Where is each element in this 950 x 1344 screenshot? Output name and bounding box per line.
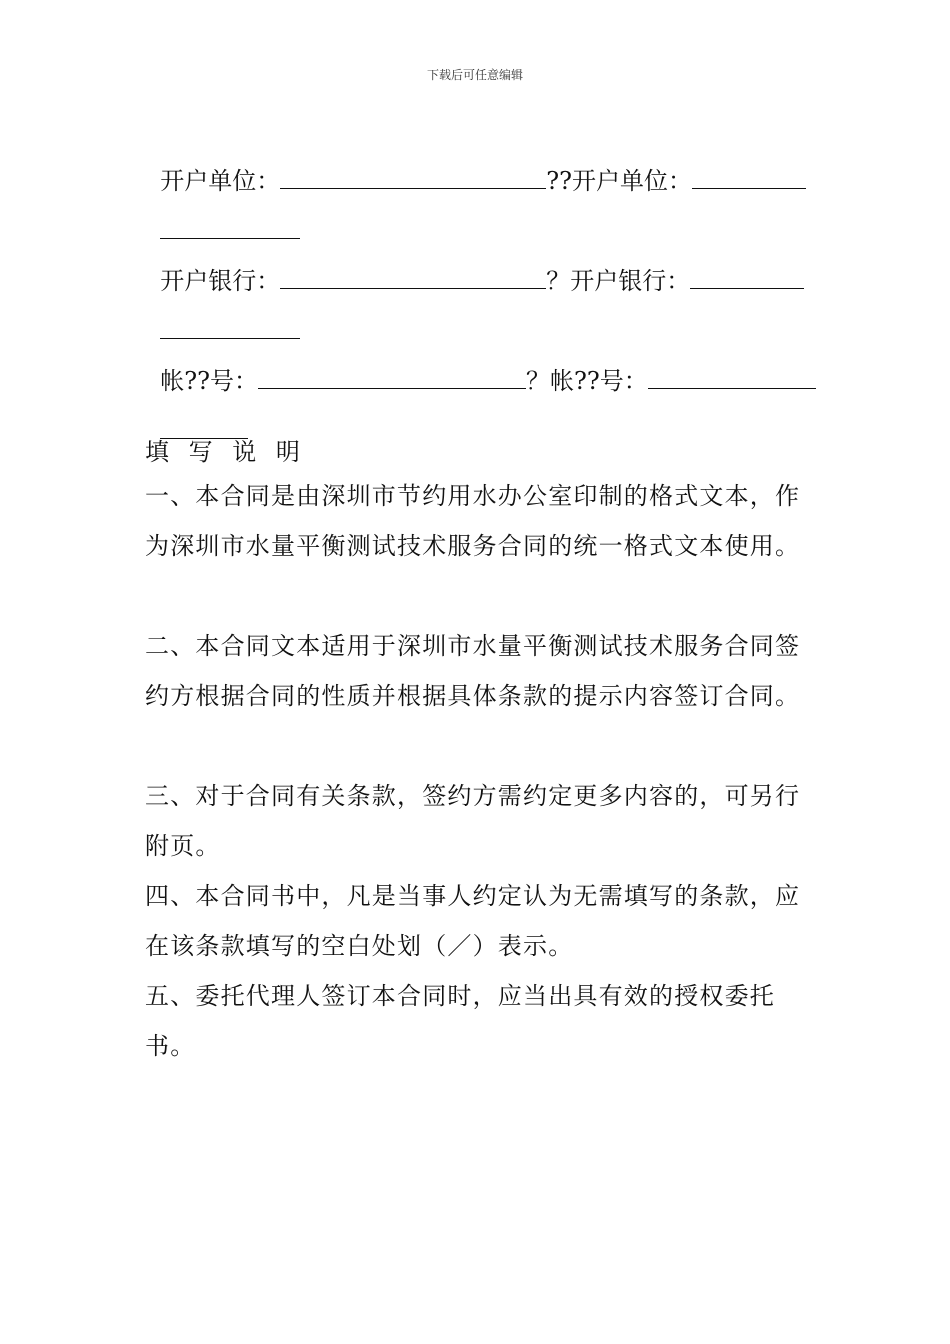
instruction-item-1: 一、本合同是由深圳市节约用水办公室印制的格式文本，作为深圳市水量平衡测试技术服务合同的统一格式文本使用。: [145, 482, 801, 560]
right-bank-field[interactable]: [690, 264, 804, 289]
instructions-title: 填 写 说 明: [145, 438, 306, 466]
left-bank-label: 开户银行：: [160, 267, 281, 295]
left-account-number-field[interactable]: [258, 364, 526, 389]
separator-mark: ??: [546, 167, 572, 195]
right-account-number-field[interactable]: [648, 364, 816, 389]
left-account-unit-field[interactable]: [280, 164, 546, 189]
left-account-unit-label: 开户单位：: [160, 167, 281, 195]
separator-mark: ？: [546, 267, 571, 295]
left-bank-field[interactable]: [280, 264, 546, 289]
left-account-number-label: 帐??号：: [160, 367, 258, 395]
right-account-number-label: 帐??号：: [550, 367, 648, 395]
instruction-item-5: 五、委托代理人签订本合同时，应当出具有效的授权委托书。: [145, 982, 775, 1060]
right-bank-label: 开户银行：: [570, 267, 691, 295]
instruction-item-3: 三、对于合同有关条款，签约方需约定更多内容的，可另行附页。: [145, 782, 801, 860]
right-account-unit-field[interactable]: [692, 164, 806, 189]
instruction-item-2: 二、本合同文本适用于深圳市水量平衡测试技术服务合同签约方根据合同的性质并根据具体条款的提示内容签订合同。: [145, 632, 801, 710]
separator-mark: ？: [526, 367, 550, 395]
instruction-item-4: 四、本合同书中，凡是当事人约定认为无需填写的条款，应在该条款填写的空白处划（／）表示。: [145, 882, 801, 960]
page-header: 下载后可任意编辑: [426, 68, 523, 82]
right-account-unit-label: 开户单位：: [572, 167, 692, 195]
